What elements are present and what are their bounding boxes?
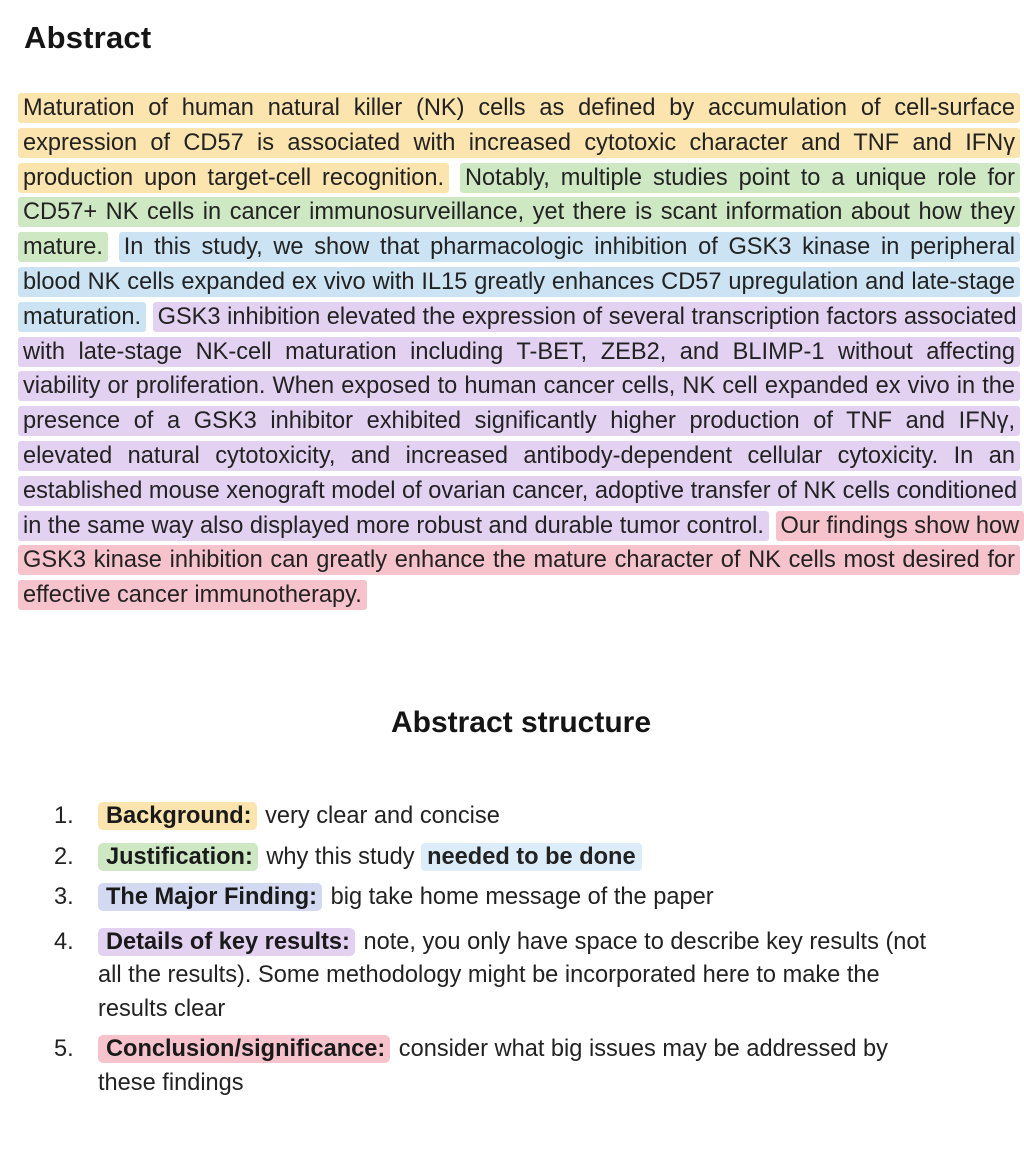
item-description: big take home message of the paper	[330, 884, 714, 910]
item-label-justification: Justification:	[98, 843, 258, 871]
item-description: note, you only have space to describe key results (not all the results). Some methodology might be incorporated here to make the results clear	[98, 928, 927, 1022]
item-number: 5.	[54, 1036, 74, 1062]
structure-list	[50, 800, 950, 1107]
item-label-details: Details of key results:	[98, 928, 355, 956]
item-number: 4.	[54, 928, 74, 955]
abstract-heading: Abstract	[24, 20, 152, 55]
item-label-background: Background:	[98, 802, 257, 830]
structure-item-conclusion	[50, 1033, 950, 1100]
structure-item-major-finding	[50, 881, 950, 915]
abstract-segment-conclusion: Our findings show how GSK3 kinase inhibition can greatly enhance the mature character of NK cells most desired for effective cancer immunotherapy.	[18, 511, 1024, 611]
abstract-segment-details: GSK3 inhibition elevated the expression of several transcription factors associated with late-stage NK-cell maturation including T-BET, ZEB2, and BLIMP-1 without affecting viability or proliferation. When exposed to human cancer cells, NK cell expanded ex vivo in the presence of a GSK3 inhibitor exhibited significantly higher production of TNF and IFNγ, elevated natural cytotoxicity, and increased antibody-dependent cellular cytoxicity. In an established mouse xenograft model of ovarian cancer, adoptive transfer of NK cells conditioned in the same way also displayed more robust and durable tumor control.	[18, 302, 1022, 541]
abstract-paragraph	[18, 91, 1020, 613]
abstract-segment-background: Maturation of human natural killer (NK) cells as defined by accumulation of cell-surface expression of CD57 is associated with increased cytotoxic character and TNF and IFNγ production upon target-cell recognition.	[18, 93, 1020, 193]
item-number: 3.	[54, 884, 74, 910]
abstract-segment-justification: Notably, multiple studies point to a unique role for CD57+ NK cells in cancer immunosurveillance, yet there is scant information about how they mature.	[18, 163, 1020, 263]
structure-heading: Abstract structure	[390, 706, 652, 739]
abstract-segment-major-finding: In this study, we show that pharmacologic inhibition of GSK3 kinase in peripheral blood NK cells expanded ex vivo with IL15 greatly enhances CD57 upregulation and late-stage maturation.	[18, 232, 1020, 332]
item-description: why this study	[266, 843, 415, 870]
structure-item-background	[50, 800, 950, 834]
item-number: 2.	[54, 843, 74, 870]
item-number: 1.	[54, 803, 74, 829]
structure-item-justification	[50, 841, 950, 875]
item-emphasis: needed to be done	[421, 843, 641, 871]
item-description: consider what big issues may be addressed by these findings	[98, 1036, 888, 1096]
item-description: very clear and concise	[265, 803, 500, 829]
structure-item-details	[50, 926, 950, 1027]
item-label-conclusion: Conclusion/significance:	[98, 1035, 390, 1063]
item-label-major-finding: The Major Finding:	[98, 883, 322, 911]
